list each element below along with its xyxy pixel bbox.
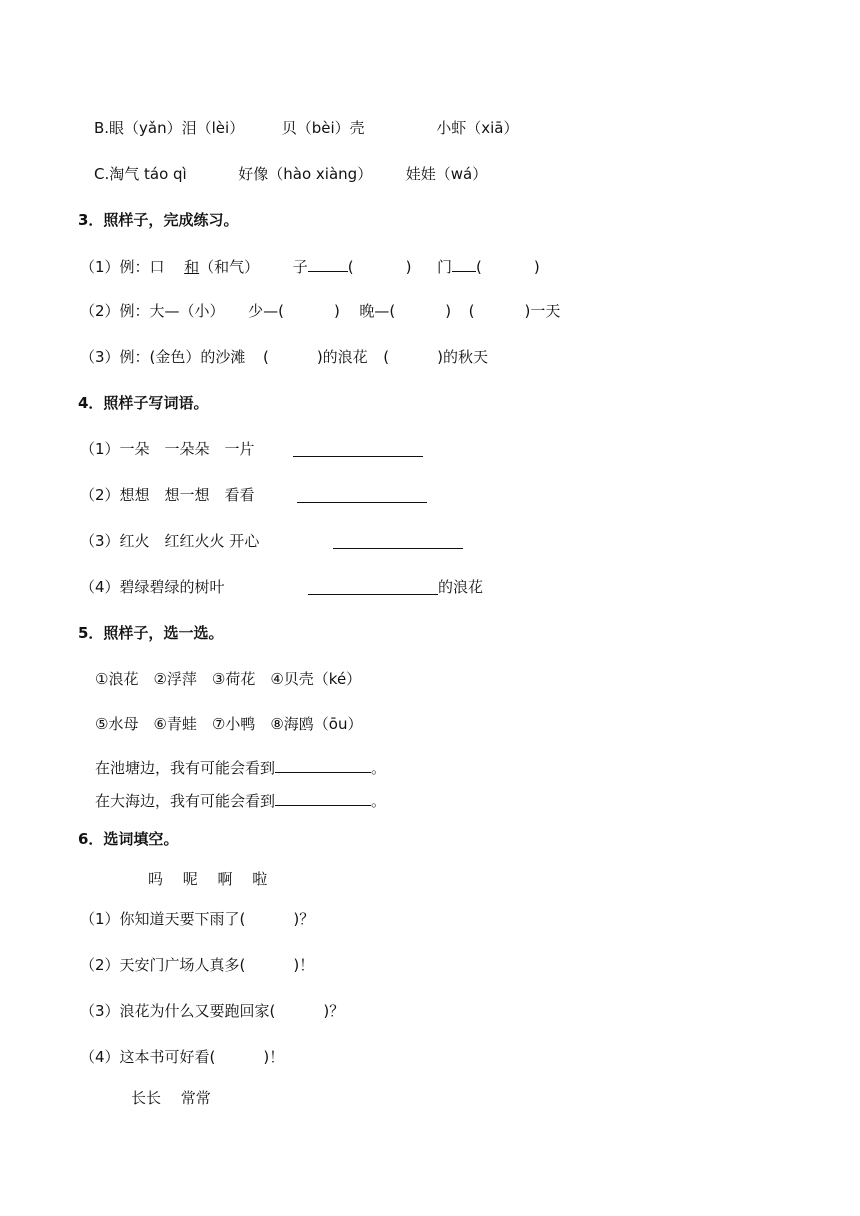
q4-r4-suffix: 的浪花 — [438, 578, 484, 596]
q5-sentence-2 — [95, 789, 386, 811]
q4-r2-text: （2）想想 想一想 看看 — [80, 486, 255, 504]
row-b-item-3: 小虾（xiā） — [436, 119, 519, 137]
q3-r3-word-2: )的秋天 — [437, 348, 488, 366]
q3-row-1 — [80, 255, 540, 277]
row-b-item-1: B.眼（yǎn）泪（lèi） — [94, 119, 245, 137]
period: 。 — [371, 792, 387, 810]
q3-r1-prefix: （1）例：口 — [80, 258, 165, 276]
q5-sentence-1 — [95, 756, 386, 778]
q3-r1-word-1: 子 — [292, 258, 308, 276]
q4-r3-blank[interactable] — [333, 532, 463, 549]
row-c-item-1: C.淘气 táo qì — [94, 165, 187, 183]
paren-close: ) — [405, 258, 412, 276]
q6-r2-end: )！ — [293, 956, 315, 974]
q3-r2-word-1: 少—( — [248, 302, 284, 320]
q3-row-2 — [80, 301, 560, 321]
paren-open: ( — [476, 258, 482, 276]
q4-row-3 — [80, 531, 259, 551]
q4-row-1 — [80, 439, 255, 459]
q3-r2-word-2: 晚—( — [359, 302, 396, 320]
q6-row-1 — [80, 909, 314, 929]
q6-title: 6．选词填空。 — [78, 830, 179, 848]
paren-open: ( — [468, 302, 475, 320]
q3-r1-example-after: （和气） — [199, 258, 260, 276]
q4-r4-text: （4）碧绿碧绿的树叶 — [80, 578, 225, 596]
q3-r1-word-2: 门 — [437, 258, 453, 276]
row-b — [94, 118, 519, 138]
paren-open: ( — [383, 348, 390, 366]
q5-title: 5．照样子，选一选。 — [78, 624, 224, 642]
q5-options-1: ①浪花 ②浮萍 ③荷花 ④贝壳（ké） — [95, 670, 362, 688]
paren-open: ( — [347, 258, 354, 276]
row-c-item-2: 好像（hào xiàng） — [238, 165, 373, 183]
q3-row-3 — [80, 347, 488, 367]
q6-word-bank-2: 长长 常常 — [131, 1089, 211, 1107]
blank[interactable] — [308, 255, 348, 272]
q3-title: 3．照样子，完成练习。 — [78, 211, 239, 229]
q6-r4-end: )！ — [263, 1048, 285, 1066]
q4-r3-text: （3）红火 红红火火 开心 — [80, 532, 260, 550]
row-c — [94, 164, 487, 184]
row-b-item-2: 贝（bèi）壳 — [281, 119, 365, 137]
q4-r1-blank[interactable] — [293, 440, 423, 457]
q6-r2-text: （2）天安门广场人真多( — [80, 956, 246, 974]
q6-r1-text: （1）你知道天要下雨了( — [80, 910, 246, 928]
row-c-item-3: 娃娃（wá） — [405, 165, 488, 183]
q4-r4-blank[interactable] — [308, 578, 438, 595]
paren-close: ) — [333, 302, 340, 320]
q6-r4-text: （4）这本书可好看( — [80, 1048, 216, 1066]
blank[interactable] — [452, 255, 476, 272]
paren-close: ) — [533, 258, 540, 276]
q6-row-3 — [80, 1001, 344, 1021]
paren-open: ( — [262, 348, 269, 366]
q3-r1-example: 和 — [184, 258, 200, 276]
q4-row-4 — [80, 577, 225, 597]
period: 。 — [371, 759, 387, 777]
q5-s2-text: 在大海边，我有可能会看到 — [95, 792, 276, 810]
blank[interactable] — [275, 789, 371, 806]
blank[interactable] — [275, 756, 371, 773]
q5-s1-text: 在池塘边，我有可能会看到 — [95, 759, 276, 777]
q6-r1-end: )？ — [293, 910, 315, 928]
q3-r2-word-3: )一天 — [524, 302, 561, 320]
q6-row-2 — [80, 955, 314, 975]
q6-row-4 — [80, 1047, 284, 1067]
q4-title: 4．照样子写词语。 — [78, 394, 209, 412]
q4-r1-text: （1）一朵 一朵朵 一片 — [80, 440, 255, 458]
q5-options-2: ⑤水母 ⑥青蛙 ⑦小鸭 ⑧海鸥（ōu） — [95, 715, 363, 733]
q6-r3-end: )？ — [323, 1002, 345, 1020]
q6-r3-text: （3）浪花为什么又要跑回家( — [80, 1002, 276, 1020]
q4-row-2 — [80, 485, 255, 505]
paren-close: ) — [445, 302, 452, 320]
q3-r3-word-1: )的浪花 — [316, 348, 368, 366]
q4-r2-blank[interactable] — [297, 486, 427, 503]
q6-word-bank: 吗 呢 啊 啦 — [148, 870, 268, 888]
q3-r2-prefix: （2）例：大—（小） — [80, 302, 225, 320]
q3-r3-prefix: （3）例：(金色）的沙滩 — [80, 348, 246, 366]
